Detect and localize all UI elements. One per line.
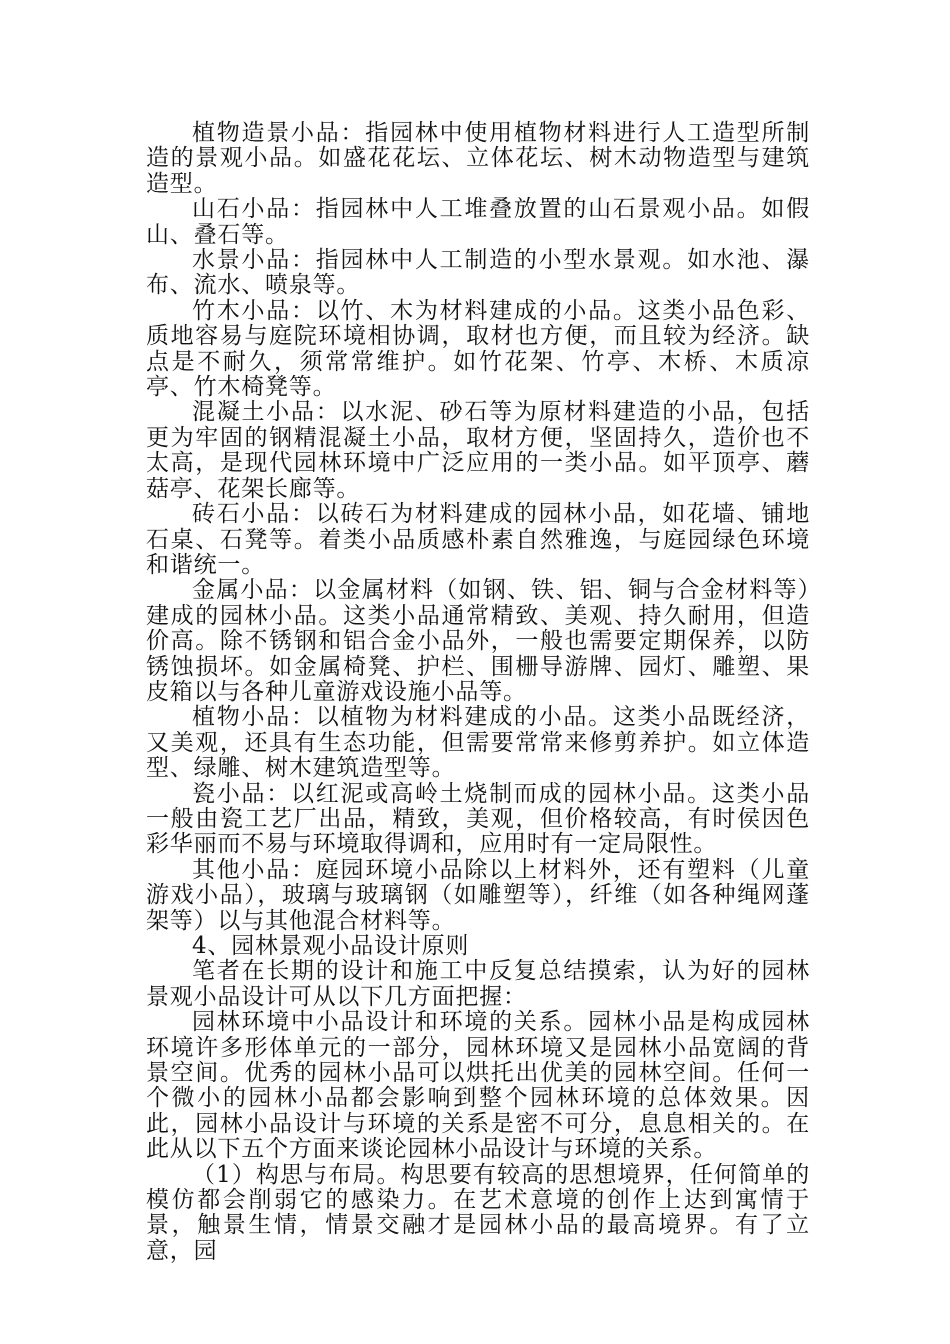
paragraph-brick-stone: 砖石小品：以砖石为材料建成的园林小品，如花墙、铺地石桌、石凳等。着类小品质感朴素自然雅逸，与庭园绿色环境和谐统一。 xyxy=(146,501,810,578)
paragraph-water-feature: 水景小品：指园林中人工制造的小型水景观。如水池、瀑布、流水、喷泉等。 xyxy=(146,247,810,299)
paragraph-metal: 金属小品：以金属材料（如钢、铁、铝、铜与合金材料等）建成的园林小品。这类小品通常精致、美观、持久耐用，但造价高。除不锈钢和铝合金小品外，一般也需要定期保养，以防锈蚀损坏。如金属椅凳、护栏、围栅导游牌、园灯、雕塑、果皮箱以与各种儿童游戏设施小品等。 xyxy=(146,577,810,705)
paragraph-porcelain: 瓷小品：以红泥或高岭土烧制而成的园林小品。这类小品一般由瓷工艺厂出品，精致，美观，但价格较高，有时侯因色彩华丽而不易与环境取得调和，应用时有一定局限性。 xyxy=(146,780,810,858)
paragraph-rockery: 山石小品：指园林中人工堆叠放置的山石景观小品。如假山、叠石等。 xyxy=(146,196,810,248)
paragraph-concrete: 混凝土小品：以水泥、砂石等为原材料建造的小品，包括更为牢固的钢精混凝土小品，取材方便，坚固持久，造价也不太高，是现代园林环境中广泛应用的一类小品。如平顶亭、蘑菇亭、花架长廊等。 xyxy=(146,399,810,502)
paragraph-intro: 笔者在长期的设计和施工中反复总结摸索，认为好的园林景观小品设计可从以下几方面把握： xyxy=(146,958,810,1010)
paragraph-other: 其他小品：庭园环境小品除以上材料外，还有塑料（儿童游戏小品），玻璃与玻璃钢（如雕塑等），纤维（如各种绳网蓬架等）以与其他混合材料等。 xyxy=(146,856,810,934)
paragraph-bamboo-wood: 竹木小品：以竹、木为材料建成的小品。这类小品色彩、质地容易与庭院环境相协调，取材也方便，而且较为经济。缺点是不耐久，须常常维护。如竹花架、竹亭、木桥、木质凉亭、竹木椅凳等。 xyxy=(146,297,810,401)
section-heading: 4、园林景观小品设计原则 xyxy=(192,933,470,959)
paragraph-plant: 植物小品：以植物为材料建成的小品。这类小品既经济，又美观，还具有生态功能，但需要常常来修剪养护。如立体造型、绿雕、树木建筑造型等。 xyxy=(146,704,810,782)
paragraph-plant-landscaping: 植物造景小品：指园林中使用植物材料进行人工造型所制造的景观小品。如盛花花坛、立体花坛、树木动物造型与建筑造型。 xyxy=(146,120,810,197)
paragraph-concept-layout: （1）构思与布局。构思要有较高的思想境界，任何简单的模仿都会削弱它的感染力。在艺术意境的创作上达到寓情于景，触景生情，情景交融才是园林小品的最高境界。有了立意，园 xyxy=(146,1161,810,1264)
paragraph-environment: 园林环境中小品设计和环境的关系。园林小品是构成园林环境许多形体单元的一部分，园林环境又是园林小品宽阔的背景空间。优秀的园林小品可以烘托出优美的园林空间。任何一个微小的园林小品都会影响到整个园林环境的总体效果。因此，园林小品设计与环境的关系是密不可分，息息相关的。在此从以下五个方面来谈论园林小品设计与环境的关系。 xyxy=(146,1009,810,1163)
document-body xyxy=(146,121,810,1264)
